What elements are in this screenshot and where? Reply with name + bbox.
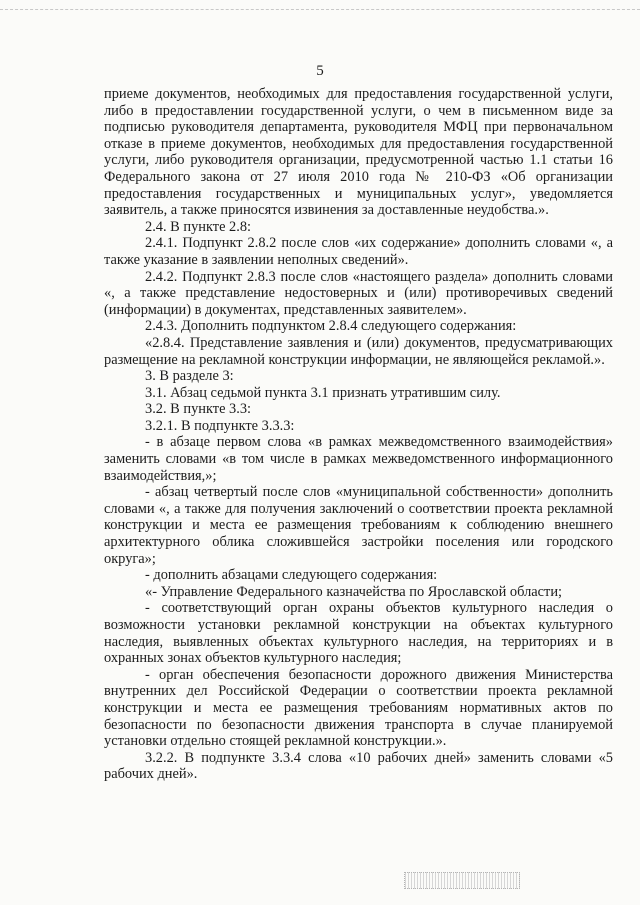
paragraph-10: 3.2.1. В подпункте 3.3.3: xyxy=(145,417,295,434)
faded-stamp xyxy=(404,872,520,889)
document-body xyxy=(104,86,613,783)
paragraph-14: «- Управление Федерального казначейства по Ярославской области; xyxy=(145,583,563,600)
scan-top-edge xyxy=(0,9,640,11)
paragraph-16: - орган обеспечения безопасности дорожного движения Министерства внутренних дел Российской Федерации о соответствии проекта рекламной конструкции и места ее размещения требованиям нормативных актов по безопасности по безопасности движения транспорта в случае планируемой установки отдельно стоящей рекламной конструкции.». xyxy=(104,666,613,750)
paragraph-8: 3.1. Абзац седьмой пункта 3.1 признать утратившим силу. xyxy=(145,384,501,401)
page-number: 5 xyxy=(316,63,324,79)
paragraph-12: - абзац четвертый после слов «муниципальной собственности» дополнить словами «, а также для получения заключений о соответствии проекта рекламной конструкции и места ее размещения требованиям к соблюдению внешнего архитектурного облика сложившейся застройки поселения или городского округа»; xyxy=(104,484,613,567)
paragraph-3: 2.4.1. Подпункт 2.8.2 после слов «их содержание» дополнить словами «, а также указание в заявлении неполных сведений». xyxy=(104,235,613,268)
paragraph-17: 3.2.2. В подпункте 3.3.4 слова «10 рабочих дней» заменить словами «5 рабочих дней». xyxy=(104,749,613,783)
paragraph-1: приеме документов, необходимых для предоставления государственной услуги, либо в предоставлении государственной услуги, о чем в письменном виде за подписью руководителя департамента, руководителя МФЦ при первоначальном отказе в приеме документов, необходимых для предоставления государственной услуги, либо руководителя организации, предусмотренной частью 1.1 статьи 16 Федерального закона от 27 июля 2010 года № 210-ФЗ «Об организации предоставления государственных и муниципальных услуг», уведомляется заявитель, а также приносятся извинения за доставленные неудобства.». xyxy=(104,86,613,219)
paragraph-11: - в абзаце первом слова «в рамках межведомственного взаимодействия» заменить словами «в том числе в рамках межведомственного информационного взаимодействия,»; xyxy=(104,434,613,484)
paragraph-7: 3. В разделе 3: xyxy=(145,368,234,385)
paragraph-13: - дополнить абзацами следующего содержания: xyxy=(145,567,438,584)
paragraph-2: 2.4. В пункте 2.8: xyxy=(145,218,252,235)
paragraph-5: 2.4.3. Дополнить подпунктом 2.8.4 следующего содержания: xyxy=(145,318,517,335)
paragraph-9: 3.2. В пункте 3.3: xyxy=(145,401,252,418)
paragraph-6: «2.8.4. Представление заявления и (или) документов, предусматривающих размещение на рекламной конструкции информации, не являющейся рекламой.». xyxy=(104,334,613,368)
paragraph-15: - соответствующий орган охраны объектов культурного наследия о возможности установки рекламной конструкции на объектах культурного наследия, выявленных объектах культурного наследия, на территориях и в охранных зонах объектов культурного наследия; xyxy=(104,600,613,667)
paragraph-4: 2.4.2. Подпункт 2.8.3 после слов «настоящего раздела» дополнить словами «, а также представление недостоверных и (или) противоречивых сведений (информации) в документах, представленных заявителем». xyxy=(104,268,613,318)
